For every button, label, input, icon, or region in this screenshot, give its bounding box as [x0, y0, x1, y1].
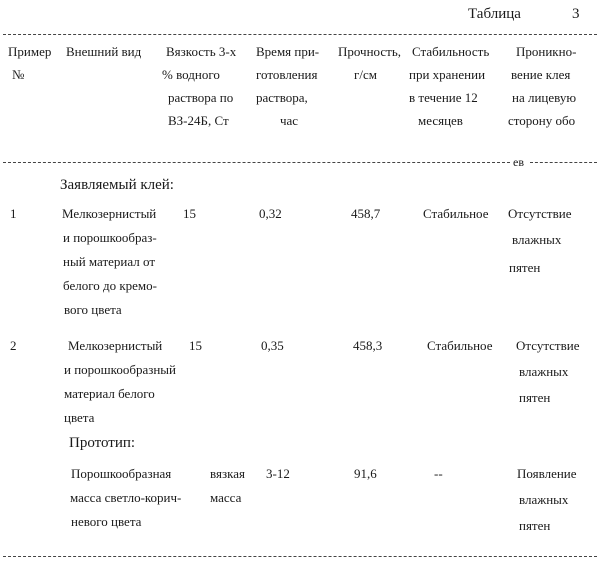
header-stability-4: месяцев [418, 113, 463, 128]
row-2-viscosity: 15 [189, 338, 202, 353]
top-rule [3, 34, 597, 35]
row-2-num: 2 [10, 338, 17, 353]
row-3-viscosity-2: масса [210, 490, 242, 505]
row-3-appearance-3: невого цвета [71, 514, 142, 529]
header-viscosity-3: раствора по [168, 90, 234, 105]
row-2-appearance-2: и порошкообразный [64, 362, 176, 377]
section-prototype: Прототип: [69, 435, 136, 451]
row-1-viscosity: 15 [183, 206, 196, 221]
header-penetration-3: на лицевую [512, 90, 577, 105]
row-3-penetration-3: пятен [519, 518, 551, 533]
row-3-appearance-1: Порошкообразная [71, 466, 172, 481]
header-stability-1: Стабильность [412, 44, 490, 59]
row-2-appearance-3: материал белого [64, 386, 155, 401]
header-prep-time-3: раствора, [256, 90, 308, 105]
header-viscosity-4: ВЗ-24Б, Ст [168, 113, 229, 128]
bottom-rule [3, 556, 597, 557]
header-prep-time-4: час [280, 113, 299, 128]
row-1-appearance-3: ный материал от [63, 254, 156, 269]
row-1-strength: 458,7 [351, 206, 381, 221]
header-stability-3: в течение 12 [409, 90, 478, 105]
row-1-penetration-2: влажных [512, 232, 562, 247]
row-1-penetration-1: Отсутствие [508, 206, 572, 221]
row-1-appearance-4: белого до кремо- [63, 278, 157, 293]
header-penetration-4: сторону обо [508, 113, 576, 128]
row-1-appearance-5: вого цвета [64, 302, 122, 317]
header-penetration-1: Проникно- [516, 44, 577, 59]
header-strength-2: г/см [354, 67, 377, 82]
row-1-appearance-2: и порошкообраз- [63, 230, 157, 245]
section-claimed: Заявляемый клей: [60, 177, 174, 193]
row-2-appearance-4: цвета [64, 410, 95, 425]
row-1-num: 1 [10, 206, 17, 221]
row-1-appearance-1: Мелкозернистый [62, 206, 157, 221]
row-2-penetration-2: влажных [519, 364, 569, 379]
row-3-viscosity-1: вязкая [210, 466, 245, 481]
row-2-prep-time: 0,35 [261, 338, 284, 353]
header-penetration-2: вение клея [511, 67, 571, 82]
header-example-2: № [12, 67, 25, 82]
header-strength-1: Прочность, [338, 44, 402, 59]
row-3-penetration-1: Появление [517, 466, 577, 481]
table-caption-label: Таблица [468, 6, 521, 22]
header-viscosity-1: Вязкость 3-х [166, 44, 237, 59]
header-appearance: Внешний вид [66, 44, 142, 59]
row-3-appearance-2: масса светло-корич- [70, 490, 182, 505]
header-stability-2: при хранении [409, 67, 486, 82]
row-1-prep-time: 0,32 [259, 206, 282, 221]
header-prep-time-2: готовления [256, 67, 318, 82]
table-caption-number: 3 [572, 6, 580, 22]
row-2-strength: 458,3 [353, 338, 383, 353]
header-penetration-5: ев [513, 155, 524, 169]
row-1-stability: Стабильное [423, 206, 489, 221]
row-3-prep-time: 3-12 [266, 466, 290, 481]
header-rule-left [3, 162, 510, 163]
row-2-stability: Стабильное [427, 338, 493, 353]
row-2-appearance-1: Мелкозернистый [68, 338, 163, 353]
header-viscosity-2: % водного [162, 67, 220, 82]
row-2-penetration-3: пятен [519, 390, 551, 405]
row-3-stability: -- [434, 466, 443, 481]
row-3-penetration-2: влажных [519, 492, 569, 507]
header-prep-time-1: Время при- [256, 44, 320, 59]
row-3-strength: 91,6 [354, 466, 377, 481]
row-1-penetration-3: пятен [509, 260, 541, 275]
header-example-1: Пример [8, 44, 52, 59]
header-rule-right [530, 162, 597, 163]
row-2-penetration-1: Отсутствие [516, 338, 580, 353]
